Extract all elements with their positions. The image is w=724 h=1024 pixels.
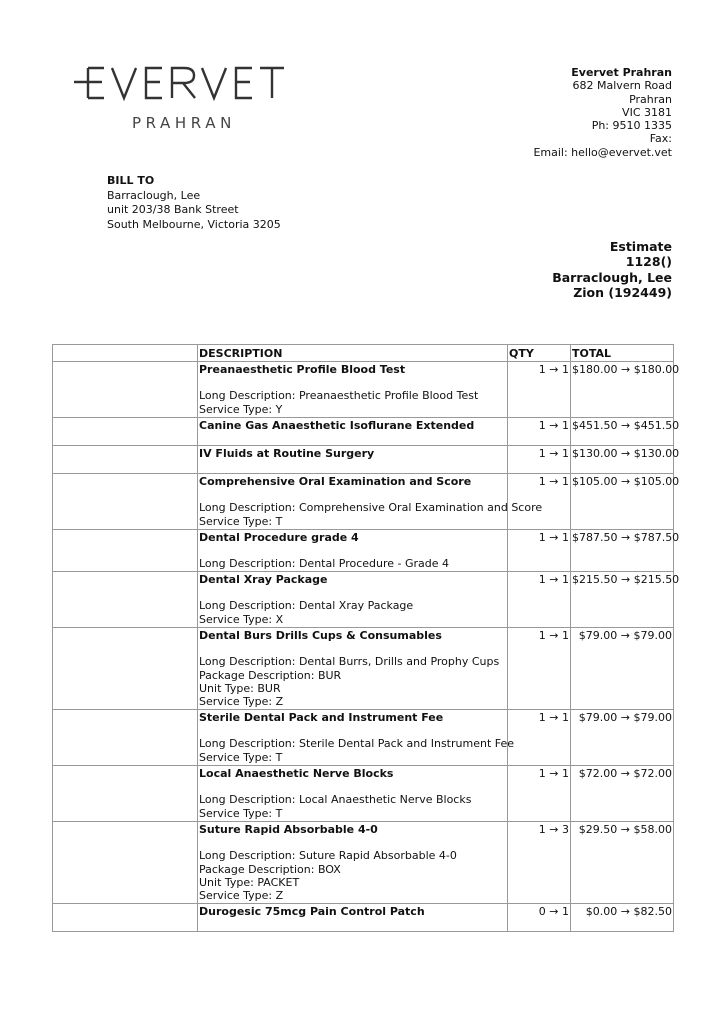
item-detail-line: Long Description: Dental Burrs, Drills and Prophy Cups bbox=[199, 655, 500, 669]
item-detail-line: Long Description: Local Anaesthetic Nerve Blocks bbox=[199, 793, 472, 807]
row-qty-cell: 1 → 1 bbox=[508, 530, 571, 572]
clinic-name: Evervet Prahran bbox=[571, 66, 672, 79]
table-row bbox=[53, 904, 674, 932]
detail-spacer bbox=[199, 836, 506, 849]
header-qty: QTY bbox=[508, 345, 571, 362]
item-detail-line: Long Description: Dental Procedure - Grade 4 bbox=[199, 557, 450, 571]
item-title: Dental Procedure grade 4 bbox=[199, 531, 359, 544]
detail-spacer bbox=[199, 488, 506, 501]
item-detail-line: Service Type: Z bbox=[199, 889, 284, 903]
item-title: Local Anaesthetic Nerve Blocks bbox=[199, 767, 394, 780]
detail-spacer bbox=[199, 780, 506, 793]
row-total-cell: $72.00 → $72.00 bbox=[571, 766, 674, 822]
row-total-cell: $180.00 → $180.00 bbox=[571, 362, 674, 418]
clinic-address-block bbox=[533, 66, 672, 159]
row-qty-cell: 1 → 3 bbox=[508, 822, 571, 904]
table-row bbox=[53, 710, 674, 766]
row-blank-cell bbox=[53, 822, 198, 904]
item-detail-line: Long Description: Sterile Dental Pack and Instrument Fee bbox=[199, 737, 515, 751]
bill-to-block bbox=[107, 174, 281, 232]
row-total-cell: $29.50 → $58.00 bbox=[571, 822, 674, 904]
item-detail-line: Unit Type: BUR bbox=[199, 681, 281, 695]
detail-spacer bbox=[199, 586, 506, 599]
bill-to-address-line1: unit 203/38 Bank Street bbox=[107, 203, 239, 216]
clinic-suburb: Prahran bbox=[629, 92, 672, 106]
header-blank-cell bbox=[53, 345, 198, 362]
item-title: Sterile Dental Pack and Instrument Fee bbox=[199, 711, 444, 724]
row-total-cell: $215.50 → $215.50 bbox=[571, 572, 674, 628]
table-row bbox=[53, 418, 674, 446]
table-row bbox=[53, 572, 674, 628]
item-title: Canine Gas Anaesthetic Isoflurane Extended bbox=[199, 419, 475, 432]
clinic-address-line: 682 Malvern Road bbox=[572, 79, 672, 93]
table-row bbox=[53, 822, 674, 904]
row-description-cell bbox=[198, 418, 508, 446]
row-blank-cell bbox=[53, 572, 198, 628]
item-title: Comprehensive Oral Examination and Score bbox=[199, 475, 472, 488]
row-qty-cell: 0 → 1 bbox=[508, 904, 571, 932]
detail-spacer bbox=[199, 544, 506, 557]
row-blank-cell bbox=[53, 766, 198, 822]
row-total-cell: $79.00 → $79.00 bbox=[571, 628, 674, 710]
estimate-patient: Zion (192449) bbox=[573, 284, 672, 300]
row-total-cell: $787.50 → $787.50 bbox=[571, 530, 674, 572]
logo-subtitle: PRAHRAN bbox=[132, 114, 236, 132]
row-blank-cell bbox=[53, 710, 198, 766]
row-description-cell bbox=[198, 474, 543, 530]
row-qty-cell: 1 → 1 bbox=[508, 418, 571, 446]
row-total-cell: $0.00 → $82.50 bbox=[571, 904, 674, 932]
evervet-logo-mark bbox=[74, 64, 304, 104]
table-body bbox=[53, 362, 680, 932]
row-qty-cell: 1 → 1 bbox=[508, 572, 571, 628]
detail-spacer bbox=[199, 376, 506, 389]
bill-to-heading: BILL TO bbox=[107, 174, 155, 187]
estimate-number: 1128() bbox=[625, 254, 672, 270]
item-detail-line: Package Description: BUR bbox=[199, 668, 342, 682]
table-row bbox=[53, 530, 674, 572]
table-row bbox=[53, 474, 674, 530]
row-description-cell bbox=[198, 530, 508, 572]
item-title: Suture Rapid Absorbable 4-0 bbox=[199, 823, 378, 836]
row-total-cell: $451.50 → $451.50 bbox=[571, 418, 674, 446]
clinic-fax: Fax: bbox=[649, 132, 672, 146]
item-detail-line: Package Description: BOX bbox=[199, 862, 341, 876]
item-detail-line: Service Type: T bbox=[199, 806, 283, 820]
clinic-phone: Ph: 9510 1335 bbox=[591, 119, 672, 133]
row-qty-cell: 1 → 1 bbox=[508, 710, 571, 766]
row-description-cell bbox=[198, 904, 508, 932]
item-title: IV Fluids at Routine Surgery bbox=[199, 447, 375, 460]
row-blank-cell bbox=[53, 362, 198, 418]
table-row bbox=[53, 766, 674, 822]
table-header-row bbox=[53, 345, 674, 362]
item-detail-line: Service Type: X bbox=[199, 612, 284, 626]
row-description-cell bbox=[198, 628, 508, 710]
item-title: Dental Xray Package bbox=[199, 573, 328, 586]
item-detail-line: Long Description: Preanaesthetic Profile Blood Test bbox=[199, 389, 479, 403]
estimate-header bbox=[552, 239, 672, 300]
item-detail-line: Service Type: T bbox=[199, 514, 283, 528]
item-detail-line: Long Description: Suture Rapid Absorbable 4-0 bbox=[199, 849, 457, 863]
row-qty-cell: 1 → 1 bbox=[508, 474, 571, 530]
bill-to-address-line2: South Melbourne, Victoria 3205 bbox=[107, 217, 281, 231]
detail-spacer bbox=[199, 724, 506, 737]
row-qty-cell: 1 → 1 bbox=[508, 362, 571, 418]
row-description-cell bbox=[198, 710, 515, 766]
item-detail-line: Unit Type: PACKET bbox=[199, 875, 300, 889]
item-detail-line: Long Description: Comprehensive Oral Examination and Score bbox=[199, 501, 543, 515]
row-total-cell: $105.00 → $105.00 bbox=[571, 474, 674, 530]
table-row bbox=[53, 362, 674, 418]
row-total-cell: $130.00 → $130.00 bbox=[571, 446, 674, 474]
detail-spacer bbox=[199, 642, 506, 655]
row-description-cell bbox=[198, 822, 508, 904]
row-qty-cell: 1 → 1 bbox=[508, 628, 571, 710]
item-detail-line: Long Description: Dental Xray Package bbox=[199, 599, 414, 613]
table-row bbox=[53, 446, 674, 474]
item-title: Dental Burs Drills Cups & Consumables bbox=[199, 629, 442, 642]
row-description-cell bbox=[198, 446, 508, 474]
item-title: Durogesic 75mcg Pain Control Patch bbox=[199, 905, 425, 918]
estimate-client: Barraclough, Lee bbox=[552, 269, 672, 285]
clinic-email: Email: hello@evervet.vet bbox=[533, 145, 672, 159]
row-description-cell bbox=[198, 362, 508, 418]
item-detail-line: Service Type: Y bbox=[199, 402, 283, 416]
row-blank-cell bbox=[53, 418, 198, 446]
row-blank-cell bbox=[53, 474, 198, 530]
row-total-cell: $79.00 → $79.00 bbox=[571, 710, 674, 766]
row-qty-cell: 1 → 1 bbox=[508, 446, 571, 474]
item-detail-line: Service Type: T bbox=[199, 750, 283, 764]
row-description-cell bbox=[198, 766, 508, 822]
estimate-title: Estimate bbox=[609, 239, 672, 254]
header-description: DESCRIPTION bbox=[198, 345, 508, 362]
row-blank-cell bbox=[53, 446, 198, 474]
row-qty-cell: 1 → 1 bbox=[508, 766, 571, 822]
clinic-state: VIC 3181 bbox=[622, 105, 672, 119]
row-description-cell bbox=[198, 572, 508, 628]
item-title: Preanaesthetic Profile Blood Test bbox=[199, 363, 406, 376]
estimate-items-table bbox=[52, 344, 680, 932]
row-blank-cell bbox=[53, 530, 198, 572]
item-detail-line: Service Type: Z bbox=[199, 695, 284, 709]
row-blank-cell bbox=[53, 628, 198, 710]
table-row bbox=[53, 628, 674, 710]
header-total: TOTAL bbox=[571, 345, 674, 362]
bill-to-name: Barraclough, Lee bbox=[107, 188, 201, 202]
row-blank-cell bbox=[53, 904, 198, 932]
evervet-logo bbox=[74, 64, 304, 134]
